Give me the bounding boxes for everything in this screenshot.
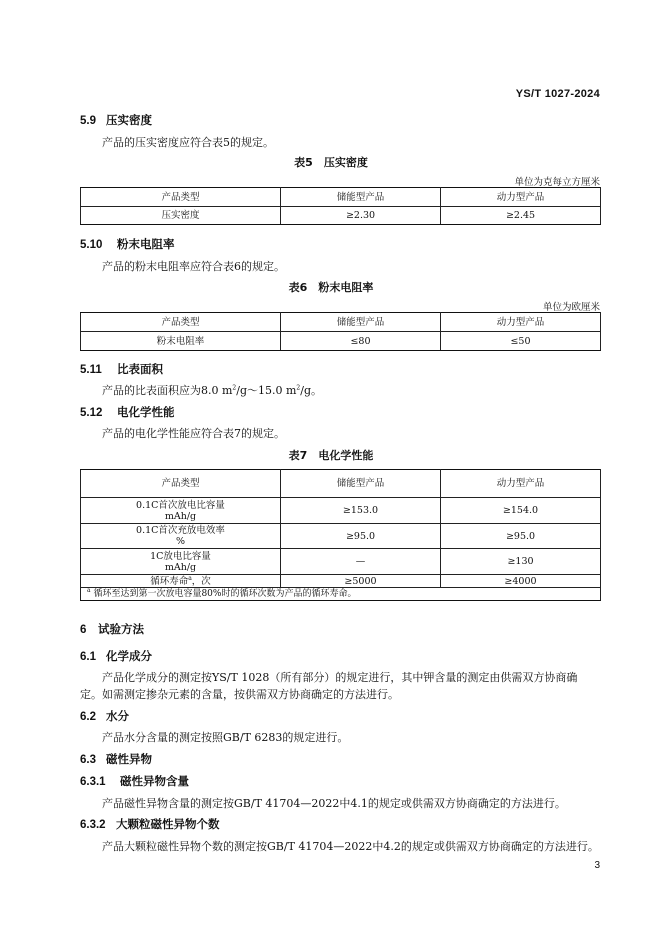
- table-cell: ≤50: [441, 332, 601, 351]
- section-6-1-text-line2: 定。如需测定掺杂元素的含量，按供需双方协商确定的方法进行。: [80, 688, 399, 701]
- section-title: 化学成分: [106, 649, 152, 663]
- section-6-2-heading: [80, 708, 129, 724]
- section-6-3-2-text: 产品大颗粒磁性异物个数的测定按GB/T 41704—2022中4.2的规定或供需双方协商确定的方法进行。: [102, 840, 599, 853]
- section-number: 5.9: [80, 115, 96, 127]
- table7: [80, 469, 601, 601]
- table6: [80, 312, 601, 351]
- table-cell: 1C放电比容量 mAh/g: [81, 549, 281, 575]
- table-header-cell: 储能型产品: [281, 313, 441, 332]
- table-header-cell: 产品类型: [81, 313, 281, 332]
- table-cell: ≥154.0: [441, 498, 601, 524]
- table5-unit: 单位为克每立方厘米: [514, 177, 600, 188]
- section-5-9-heading: [80, 112, 152, 128]
- table-cell: 压实密度: [81, 207, 281, 225]
- table6-header-row: [81, 313, 601, 332]
- table-header-cell: 产品类型: [81, 470, 281, 498]
- section-number: 6.3.2: [80, 819, 106, 831]
- table-row: [81, 498, 601, 524]
- section-title: 磁性异物: [106, 752, 152, 766]
- section-5-11-text: 产品的比表面积应为8.0 $m^2/g\sim 15.0$ $m^2/g$。: [102, 384, 322, 397]
- section-6-3-2-heading: [80, 816, 220, 832]
- section-5-10-text: 产品的粉末电阻率应符合表6的规定。: [102, 260, 285, 273]
- table-cell: ≥2.30: [281, 207, 441, 225]
- standard-code: YS/T 1027-2024: [515, 88, 600, 100]
- table7-footnote-row: [81, 588, 601, 601]
- table-header-cell: 动力型产品: [441, 188, 601, 207]
- table-cell: ≥95.0: [441, 524, 601, 549]
- section-number: 6.2: [80, 711, 96, 723]
- section-title: 电化学性能: [117, 405, 175, 419]
- section-6-3-heading: [80, 751, 152, 767]
- table-cell: ≥130: [441, 549, 601, 575]
- table-row: [81, 207, 601, 225]
- table-cell: ≥4000: [441, 575, 601, 588]
- section-title: 比表面积: [117, 362, 163, 376]
- section-6-heading: [80, 621, 144, 637]
- table5-header-row: [81, 188, 601, 207]
- section-6-3-1-text: 产品磁性异物含量的测定按GB/T 41704—2022中4.1的规定或供需双方协商确定的方法进行。: [102, 797, 566, 810]
- section-5-11-heading: [80, 361, 163, 377]
- table-cell: 粉末电阻率: [81, 332, 281, 351]
- section-6-3-1-heading: [80, 773, 189, 789]
- section-title: 压实密度: [106, 113, 152, 127]
- table-cell: 0.1C首次充放电效率 %: [81, 524, 281, 549]
- table5: [80, 187, 601, 225]
- table-row: [81, 575, 601, 588]
- section-6-1-text-line1: 产品化学成分的测定按YS/T 1028（所有部分）的规定进行，其中钾含量的测定由供需双方协商确: [102, 671, 578, 684]
- section-5-12-heading: [80, 404, 175, 420]
- section-5-10-heading: [80, 236, 175, 252]
- section-title: 磁性异物含量: [120, 774, 189, 788]
- table-cell: ≥153.0: [281, 498, 441, 524]
- table-cell: ≤80: [281, 332, 441, 351]
- table-cell: ≥95.0: [281, 524, 441, 549]
- section-number: 5.12: [80, 407, 103, 419]
- table-row: [81, 332, 601, 351]
- section-title: 大颗粒磁性异物个数: [116, 817, 220, 831]
- section-title: 试验方法: [98, 622, 144, 636]
- table-footnote: $^a$ 循环至达到第一次放电容量80%时的循环次数为产品的循环寿命。: [81, 588, 601, 601]
- section-number: 6: [80, 624, 87, 636]
- table-header-cell: 动力型产品: [441, 470, 601, 498]
- table-cell: —: [281, 549, 441, 575]
- table7-title: 表7 电化学性能: [288, 449, 374, 462]
- table-row: [81, 549, 601, 575]
- table-cell: ≥5000: [281, 575, 441, 588]
- section-title: 水分: [106, 709, 129, 723]
- section-number: 5.11: [80, 364, 102, 376]
- table-cell: 0.1C首次放电比容量 mAh/g: [81, 498, 281, 524]
- section-number: 6.1: [80, 651, 96, 663]
- table5-title: 表5 压实密度: [294, 156, 368, 169]
- table-cell: ≥2.45: [441, 207, 601, 225]
- section-5-9-text: 产品的压实密度应符合表5的规定。: [102, 136, 274, 149]
- section-5-12-text: 产品的电化学性能应符合表7的规定。: [102, 427, 285, 440]
- table6-unit: 单位为欧厘米: [542, 302, 600, 313]
- table-header-cell: 储能型产品: [281, 470, 441, 498]
- table-header-cell: 动力型产品: [441, 313, 601, 332]
- section-number: 5.10: [80, 239, 103, 251]
- section-number: 6.3: [80, 754, 96, 766]
- table6-title: 表6 粉末电阻率: [288, 281, 374, 294]
- table-row: [81, 524, 601, 549]
- section-6-2-text: 产品水分含量的测定按照GB/T 6283的规定进行。: [102, 731, 349, 744]
- table7-header-row: [81, 470, 601, 498]
- section-title: 粉末电阻率: [117, 237, 175, 251]
- table-cell: 循环寿命$^a$，次: [81, 575, 281, 588]
- page-number: 3: [594, 860, 600, 871]
- section-number: 6.3.1: [80, 776, 106, 788]
- section-6-1-heading: [80, 648, 152, 664]
- table-header-cell: 储能型产品: [281, 188, 441, 207]
- table-header-cell: 产品类型: [81, 188, 281, 207]
